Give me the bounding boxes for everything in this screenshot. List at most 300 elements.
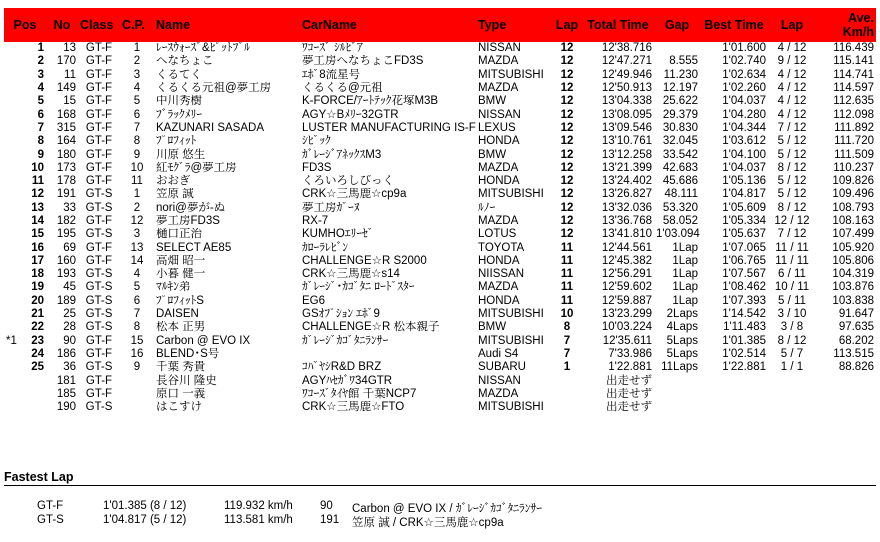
total-time-cell: 1'22.881 (608, 361, 652, 374)
total-time-cell: 12'59.602 (601, 281, 652, 294)
fastest-car-number: 191 (320, 514, 340, 526)
driver-name-cell: 中川秀樹 (156, 95, 202, 108)
gap-cell: 1Lap (672, 254, 698, 267)
lap-count-cell: 12 (560, 55, 574, 68)
gap-cell: 33.542 (662, 148, 698, 161)
car-name-cell: くろいろしびっく (302, 175, 394, 188)
lap-count-cell (552, 374, 582, 387)
number-cell: 164 (56, 135, 76, 148)
fastest-lap-time: 1'01.385 (8 / 12) (103, 500, 187, 512)
class-cell: GT-S (85, 401, 113, 414)
pos-cell (4, 335, 46, 348)
total-time-cell: 13'04.338 (601, 95, 652, 108)
pos-cell (4, 42, 46, 55)
car-type-cell: NISSAN (478, 374, 521, 387)
average-speed-cell: 107.499 (832, 228, 874, 241)
driver-name-cell: ﾌﾞﾗｯｸﾒﾘｰ (156, 108, 202, 121)
position-value: 20 (31, 294, 44, 307)
gap-cell: 5Laps (666, 347, 698, 360)
lap-count-cell: 11 (560, 281, 574, 294)
car-type-cell: MITSUBISHI (478, 188, 544, 201)
best-lap-cell: 4 / 12 (777, 82, 807, 95)
driver-name-cell: ﾌﾟﾛﾌｨｯﾄS (156, 294, 204, 307)
car-type-cell: MAZDA (478, 161, 519, 174)
col-header-lap: Lap (552, 8, 582, 42)
total-time-cell: 出走せず (606, 401, 652, 414)
class-position-cell: 4 (133, 82, 141, 95)
lap-count-cell: 7 (563, 347, 571, 360)
total-time-cell: 12'49.946 (601, 68, 652, 81)
number-cell: 13 (63, 42, 76, 55)
driver-name-cell: ﾏﾙｷﾝ弟 (156, 281, 191, 294)
best-time-cell: 1'02.514 (722, 347, 766, 360)
driver-name-cell: 紅ﾓｸﾞﾗ@夢工房 (156, 161, 237, 174)
total-time-cell: 出走せず (606, 387, 652, 400)
table-row (4, 361, 876, 374)
best-time-cell (700, 388, 768, 401)
best-time-cell: 1'02.634 (722, 68, 766, 81)
table-row (4, 55, 876, 68)
pos-cell (4, 95, 46, 108)
pos-cell (4, 241, 46, 254)
average-speed-cell: 109.496 (832, 188, 874, 201)
class-cell: GT-S (85, 361, 113, 374)
best-lap-cell: 8 / 12 (777, 334, 807, 347)
pos-cell (4, 295, 46, 308)
header-row (4, 8, 876, 42)
number-cell: 149 (56, 82, 76, 95)
number-cell: 160 (56, 254, 76, 267)
car-name-cell: ﾜｺｰｽﾞ ｼﾙﾋﾞｱ (302, 42, 363, 55)
best-lap-cell: 4 / 12 (777, 108, 807, 121)
fastest-driver: Carbon @ EVO IX / ｶﾞﾚｰｼﾞｶｺﾞﾀﾆﾗﾝｻｰ (352, 503, 542, 515)
best-time-cell: 1'07.065 (722, 241, 766, 254)
total-time-cell: 13'26.827 (601, 188, 652, 201)
class-cell: GT-F (85, 161, 113, 174)
car-name-cell: くるくる@元祖 (302, 82, 383, 95)
lap-count-cell: 11 (560, 294, 574, 307)
col-header-name: Name (154, 8, 300, 42)
class-position-cell: 6 (133, 294, 141, 307)
table-row (4, 335, 876, 348)
lap-count-cell: 12 (560, 42, 574, 55)
position-value: 6 (37, 108, 44, 121)
table-row (4, 228, 876, 241)
number-cell: 315 (56, 121, 76, 134)
total-time-cell: 13'08.095 (601, 108, 652, 121)
car-type-cell: MAZDA (478, 215, 519, 227)
best-lap-cell: 10 / 11 (774, 281, 810, 294)
class-position-cell: 11 (131, 175, 143, 188)
average-speed-cell: 111.509 (834, 148, 874, 161)
number-cell: 180 (56, 148, 76, 161)
best-time-cell: 1'05.334 (722, 215, 766, 227)
car-type-cell: ﾙﾉｰ (478, 201, 496, 214)
car-type-cell: BMW (478, 95, 507, 108)
number-cell: 36 (63, 361, 76, 374)
class-cell: GT-F (85, 387, 113, 400)
best-lap-cell: 12 / 12 (774, 215, 810, 227)
best-time-cell: 1'04.100 (722, 148, 766, 161)
number-cell: 185 (56, 387, 76, 400)
table-row (4, 241, 876, 254)
lap-count-cell: 12 (560, 161, 574, 174)
class-cell: GT-F (85, 95, 113, 108)
gap-cell: 12.197 (662, 82, 698, 95)
average-speed-cell: 112.635 (833, 95, 874, 108)
driver-name-cell: Carbon @ EVO IX (156, 334, 251, 347)
table-row (4, 175, 876, 188)
gap-cell: 29.379 (662, 108, 698, 121)
number-cell: 189 (56, 294, 76, 307)
car-type-cell: MITSUBISHI (478, 401, 544, 414)
class-cell: GT-F (85, 82, 113, 95)
car-type-cell: MITSUBISHI (478, 308, 544, 321)
total-time-cell: 13'12.258 (601, 148, 652, 161)
driver-name-cell: BLEND･S号 (156, 347, 220, 360)
car-name-cell: ｴﾎﾞ8流星号 (302, 68, 361, 81)
driver-name-cell: nori@夢が-ぬ (156, 201, 226, 214)
class-position-cell: 4 (133, 268, 141, 281)
best-lap-cell: 8 / 12 (777, 201, 807, 214)
class-cell: GT-F (85, 215, 113, 227)
number-cell: 168 (56, 108, 76, 121)
number-cell: 15 (63, 95, 76, 108)
col-header-class: Class (78, 8, 120, 42)
number-cell: 178 (56, 175, 76, 188)
gap-cell: 48.111 (664, 188, 698, 201)
pos-cell (4, 321, 46, 334)
car-name-cell: K-FORCE/ｱｰﾄﾃｯｸ花塚M3B (302, 95, 439, 108)
car-name-cell: ｼﾋﾞｯｸ (302, 135, 331, 148)
best-lap-cell: 4 / 12 (777, 95, 807, 108)
gap-cell: 32.045 (662, 135, 698, 148)
pos-cell (4, 361, 46, 374)
table-row (4, 188, 876, 201)
results-table (4, 8, 876, 414)
number-cell: 191 (56, 188, 76, 201)
class-cell: GT-F (85, 347, 113, 360)
lap-count-cell: 7 (563, 334, 571, 347)
position-value: 13 (31, 201, 44, 214)
pos-cell (4, 215, 46, 228)
average-speed-cell: 91.647 (838, 308, 874, 321)
car-name-cell: LUSTER MANUFACTURING IS-F (302, 121, 476, 134)
driver-name-cell: SELECT AE85 (156, 241, 232, 254)
total-time-cell: 7'33.986 (608, 347, 652, 360)
car-name-cell (300, 348, 476, 361)
average-speed-cell (816, 401, 876, 414)
pos-cell (4, 175, 46, 188)
class-cell: GT-F (85, 42, 113, 55)
class-position-cell: 8 (133, 321, 141, 334)
table-row (4, 162, 876, 175)
class-position-cell: 1 (133, 42, 141, 55)
total-time-cell: 13'32.036 (601, 201, 652, 214)
position-value: 17 (31, 254, 44, 267)
position-value: 14 (31, 215, 44, 227)
car-type-cell: MAZDA (478, 55, 519, 68)
class-position-cell: 12 (130, 215, 144, 227)
driver-name-cell: くるてく (156, 68, 202, 81)
fastest-class: GT-S (37, 514, 64, 526)
class-position-cell: 8 (133, 135, 141, 148)
average-speed-cell: 109.826 (832, 175, 874, 188)
car-type-cell: HONDA (478, 294, 520, 307)
driver-name-cell: 夢工房FD3S (156, 215, 220, 227)
driver-name-cell: 樋口正治 (156, 228, 202, 241)
position-value: 25 (31, 361, 44, 374)
total-time-cell: 12'35.611 (602, 334, 652, 347)
total-time-cell: 12'38.716 (601, 42, 652, 55)
position-value: 9 (37, 148, 44, 161)
car-type-cell: BMW (478, 321, 507, 334)
car-name-cell: AGY☆Bﾒﾘｰ32GTR (302, 108, 399, 121)
position-value: 10 (31, 161, 44, 174)
best-time-cell: 1'01.385 (722, 334, 766, 347)
table-row (4, 82, 876, 95)
pos-cell (4, 202, 46, 215)
table-row (4, 374, 876, 387)
gap-cell: 8.555 (669, 55, 698, 68)
best-time-cell: 1'02.260 (722, 82, 766, 95)
average-speed-cell: 111.720 (834, 135, 874, 148)
fastest-speed: 119.932 km/h (224, 500, 293, 512)
pos-cell (4, 188, 46, 201)
car-type-cell: MAZDA (478, 281, 519, 294)
fastest-lap-row (0, 514, 880, 528)
car-type-cell: MAZDA (478, 387, 519, 400)
car-type-cell: TOYOTA (478, 241, 525, 254)
class-cell: GT-F (85, 135, 113, 148)
best-lap-cell: 5 / 12 (777, 135, 807, 148)
best-lap-cell (768, 388, 816, 401)
car-type-cell: BMW (478, 148, 507, 161)
best-time-cell: 1'07.393 (722, 294, 766, 307)
class-cell: GT-F (85, 148, 113, 161)
best-lap-cell: 5 / 12 (777, 188, 807, 201)
position-value: 22 (31, 321, 44, 334)
best-lap-cell: 6 / 11 (778, 268, 806, 281)
position-value: 16 (31, 241, 44, 254)
lap-count-cell: 11 (560, 241, 574, 254)
class-cell: GT-S (85, 321, 113, 334)
position-value: 1 (37, 42, 44, 55)
pos-cell (4, 135, 46, 148)
best-lap-cell: 11 / 11 (775, 254, 809, 267)
gap-cell: 25.622 (662, 95, 698, 108)
best-lap-cell: 8 / 12 (777, 161, 807, 174)
best-lap-cell: 3 / 8 (780, 321, 804, 334)
class-position-cell: 13 (130, 241, 144, 254)
best-time-cell (700, 401, 768, 414)
average-speed-cell: 114.597 (833, 82, 874, 95)
total-time-cell: 13'21.399 (601, 161, 652, 174)
car-name-cell: 夢工房へなちょこFD3S (302, 55, 424, 68)
total-time-cell: 12'59.887 (601, 294, 652, 307)
number-cell: 25 (63, 308, 76, 321)
position-value: 5 (37, 95, 44, 108)
col-header-type: Type (476, 8, 552, 42)
fastest-car-number: 90 (320, 500, 333, 512)
class-cell: GT-F (85, 175, 113, 188)
total-time-cell: 12'44.561 (601, 241, 652, 254)
table-row (4, 388, 876, 401)
average-speed-cell: 111.892 (834, 121, 874, 134)
class-position-cell (120, 401, 154, 414)
gap-cell (654, 401, 700, 414)
class-position-cell: 15 (130, 334, 144, 347)
average-speed-cell: 112.098 (833, 108, 874, 121)
number-cell: 69 (63, 241, 76, 254)
class-position-cell: 14 (130, 254, 144, 267)
lap-count-cell: 12 (560, 148, 574, 161)
lap-count-cell (552, 401, 582, 414)
table-row (4, 108, 876, 121)
col-header-gap: Gap (654, 8, 700, 42)
car-name-cell: ｶﾛｰﾗﾚﾋﾞﾝ (302, 241, 348, 254)
class-position-cell: 2 (133, 201, 141, 214)
class-position-cell: 6 (133, 108, 141, 121)
car-name-cell: CRK☆三馬鹿☆FTO (302, 401, 405, 414)
best-time-cell: 1'22.881 (722, 361, 766, 374)
fastest-class: GT-F (37, 500, 64, 512)
col-header-no: No (46, 8, 78, 42)
lap-count-cell: 12 (560, 201, 574, 214)
col-header-pos: Pos (4, 8, 46, 42)
fastest-driver: 笠原 誠 / CRK☆三馬鹿☆cp9a (352, 517, 504, 529)
car-name-cell: RX-7 (302, 215, 329, 227)
total-time-cell: 12'50.913 (601, 82, 652, 95)
number-cell: 11 (64, 68, 76, 81)
car-name-cell: 夢工房ｶﾞｰﾇ (302, 201, 360, 214)
driver-name-cell: へなちょこ (156, 55, 214, 68)
table-row (4, 202, 876, 215)
number-cell: 193 (56, 268, 76, 281)
position-value: 3 (37, 68, 44, 81)
best-lap-cell (768, 401, 816, 414)
car-type-cell: NIISSAN (478, 268, 525, 281)
car-name-cell: AGYﾊｾｶﾞﾜ34GTR (302, 374, 393, 387)
driver-name-cell: 高畑 昭一 (156, 254, 206, 267)
best-time-cell: 1'04.280 (722, 108, 766, 121)
position-value: 19 (31, 281, 44, 294)
car-name-cell: CRK☆三馬鹿☆cp9a (302, 188, 407, 201)
car-type-cell: HONDA (478, 254, 520, 267)
total-time-cell: 12'56.291 (601, 268, 652, 281)
gap-cell (654, 388, 700, 401)
class-cell: GT-F (85, 68, 113, 81)
pos-cell (4, 82, 46, 95)
total-time-cell: 12'45.382 (601, 254, 652, 267)
lap-count-cell (552, 388, 582, 401)
table-row (4, 321, 876, 334)
pos-cell (4, 255, 46, 268)
best-lap-cell: 4 / 12 (777, 42, 807, 55)
gap-cell: 1Lap (672, 268, 698, 281)
class-position-cell: 7 (133, 308, 141, 321)
pos-cell (4, 401, 46, 414)
car-type-cell: LOTUS (478, 228, 517, 241)
results-body (4, 42, 876, 414)
number-cell: 28 (63, 321, 76, 334)
lap-count-cell: 12 (560, 228, 574, 241)
best-lap-cell: 3 / 10 (777, 308, 807, 321)
average-speed-cell: 110.237 (833, 161, 874, 174)
average-speed-cell: 104.319 (832, 268, 874, 281)
class-cell: GT-F (85, 241, 113, 254)
table-row (4, 348, 876, 361)
class-cell: GT-S (85, 294, 113, 307)
average-speed-cell: 105.806 (832, 254, 874, 267)
gap-cell: 1Lap (672, 294, 698, 307)
class-cell: GT-F (85, 254, 113, 267)
position-value: 4 (37, 82, 44, 95)
table-row (4, 295, 876, 308)
gap-cell (654, 42, 700, 55)
lap-count-cell: 12 (560, 108, 574, 121)
table-row (4, 122, 876, 135)
best-lap-cell: 1 / 1 (780, 361, 804, 374)
position-value: 8 (37, 135, 44, 148)
number-cell: 170 (56, 55, 76, 68)
best-time-cell: 1'04.037 (722, 161, 766, 174)
best-lap-cell: 9 / 12 (777, 55, 807, 68)
average-speed-cell: 114.741 (833, 68, 874, 81)
number-cell: 182 (56, 215, 76, 227)
average-speed-cell: 115.141 (833, 55, 874, 68)
best-time-cell: 1'11.483 (723, 321, 766, 334)
gap-cell (654, 374, 700, 387)
lap-count-cell: 12 (560, 82, 574, 95)
driver-name-cell: 原口 一義 (156, 387, 206, 400)
class-cell: GT-S (85, 281, 113, 294)
position-value: 11 (31, 175, 44, 188)
pos-cell (4, 308, 46, 321)
class-position-cell: 1 (133, 188, 141, 201)
best-lap-cell: 5 / 11 (778, 294, 806, 307)
lap-count-cell: 12 (560, 135, 574, 148)
best-time-cell: 1'04.817 (722, 188, 766, 201)
car-name-cell: CRK☆三馬鹿☆s14 (302, 268, 400, 281)
gap-cell: 2Laps (666, 308, 698, 321)
best-lap-cell: 11 / 11 (775, 241, 809, 254)
table-row (4, 148, 876, 161)
col-header-best-time: Best Time (700, 8, 768, 42)
lap-count-cell: 12 (560, 215, 574, 227)
driver-name-cell: ﾚｰｽｳｫｰｽﾞ&ﾋﾟｯﾄﾌﾞﾙ (156, 42, 250, 55)
number-cell: 90 (63, 334, 76, 347)
table-row (4, 401, 876, 414)
car-name-cell: CHALLENGE☆R S2000 (302, 254, 427, 267)
best-time-cell (700, 374, 768, 387)
driver-name-cell: 松本 正男 (156, 321, 206, 334)
average-speed-cell: 108.793 (832, 201, 874, 214)
driver-name-cell: はこすけ (156, 401, 202, 414)
table-row (4, 215, 876, 228)
class-cell: GT-F (85, 108, 113, 121)
gap-cell: 4Laps (666, 321, 698, 334)
class-cell: GT-F (85, 121, 113, 134)
fastest-lap-title: Fastest Lap (4, 470, 876, 486)
class-position-cell: 5 (133, 281, 141, 294)
class-position-cell: 16 (130, 347, 144, 360)
average-speed-cell: 103.876 (832, 281, 874, 294)
average-speed-cell: 108.163 (832, 215, 874, 227)
position-value: 2 (37, 55, 44, 68)
best-time-cell: 1'08.462 (722, 281, 766, 294)
class-position-cell (120, 374, 154, 387)
